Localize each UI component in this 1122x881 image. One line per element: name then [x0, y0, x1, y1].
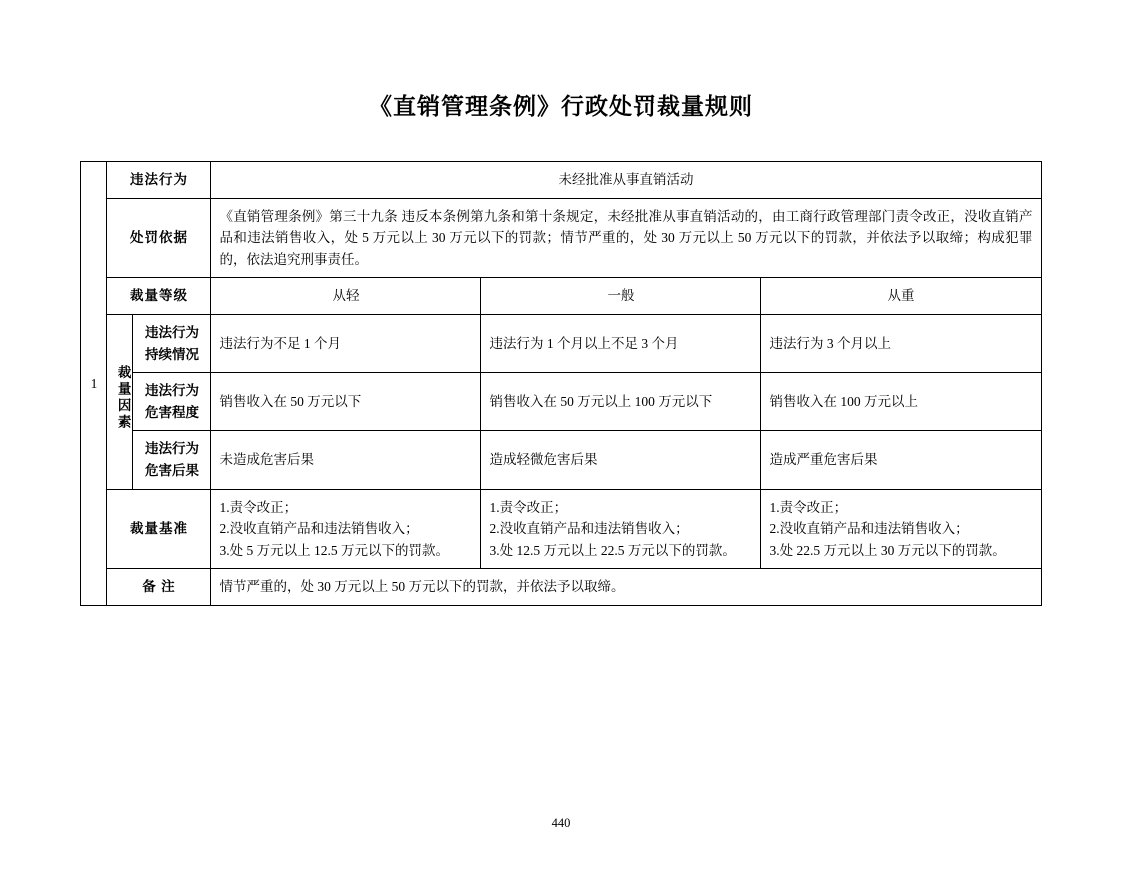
factor-value: 违法行为不足 1 个月 — [211, 314, 481, 372]
factor-value: 销售收入在 50 万元以上 100 万元以下 — [481, 373, 761, 431]
factor-value: 销售收入在 50 万元以下 — [211, 373, 481, 431]
standard-normal: 1.责令改正； 2.没收直销产品和违法销售收入； 3.处 12.5 万元以上 22.5 万元以下的罚款。 — [481, 489, 761, 569]
label-discretion-standard: 裁量基准 — [107, 489, 211, 569]
table-row — [81, 489, 1041, 569]
label-violation: 违法行为 — [107, 162, 211, 199]
factor-value: 违法行为 3 个月以上 — [761, 314, 1041, 372]
violation-text: 未经批准从事直销活动 — [211, 162, 1041, 199]
table-row — [81, 569, 1041, 606]
level-heavy: 从重 — [761, 278, 1041, 315]
page-number: 440 — [551, 816, 571, 830]
standard-light: 1.责令改正； 2.没收直销产品和违法销售收入； 3.处 5 万元以上 12.5 万元以下的罚款。 — [211, 489, 481, 569]
label-discretion-factors — [107, 314, 133, 489]
label-penalty-basis: 处罚依据 — [107, 198, 211, 278]
page-title: 《直销管理条例》行政处罚裁量规则 — [369, 94, 753, 119]
factor-name-line2: 持续情况 — [144, 346, 199, 362]
table-row — [81, 198, 1041, 278]
remark-text: 情节严重的，处 30 万元以上 50 万元以下的罚款，并依法予以取缔。 — [211, 569, 1041, 606]
table-row — [81, 278, 1041, 315]
standard-heavy: 1.责令改正； 2.没收直销产品和违法销售收入； 3.处 22.5 万元以上 30 万元以下的罚款。 — [761, 489, 1041, 569]
factor-value: 造成严重危害后果 — [761, 431, 1041, 489]
factor-value: 违法行为 1 个月以上不足 3 个月 — [481, 314, 761, 372]
discretion-rules-table — [80, 161, 1041, 606]
factor-name-line1: 违法行为 — [144, 324, 199, 340]
factor-name-duration — [133, 314, 211, 372]
label-discretion-level: 裁量等级 — [107, 278, 211, 315]
factor-name-line1: 违法行为 — [144, 383, 199, 399]
factor-value: 未造成危害后果 — [211, 431, 481, 489]
level-light: 从轻 — [211, 278, 481, 315]
level-normal: 一般 — [481, 278, 761, 315]
table-row — [81, 314, 1041, 372]
factor-value: 造成轻微危害后果 — [481, 431, 761, 489]
factor-name-line1: 违法行为 — [144, 441, 199, 457]
document-page — [0, 88, 1122, 881]
factor-name-degree — [133, 373, 211, 431]
label-remark: 备 注 — [107, 569, 211, 606]
factor-name-consequence — [133, 431, 211, 489]
factor-name-line2: 危害程度 — [144, 404, 199, 420]
factor-value: 销售收入在 100 万元以上 — [761, 373, 1041, 431]
table-row — [81, 162, 1041, 199]
row-index: 1 — [81, 162, 107, 606]
table-row — [81, 373, 1041, 431]
penalty-basis-text: 《直销管理条例》第三十九条 违反本条例第九条和第十条规定，未经批准从事直销活动的，由工商行政管理部门责令改正，没收直销产品和违法销售收入，处 5 万元以上 30 万元以下的罚款；情节严重的，处 30 万元以上 50 万元以下的罚款，并依法予以取缔；构成犯罪的，依法追究刑事责任。 — [211, 198, 1041, 278]
table-row — [81, 431, 1041, 489]
discretion-factors-text: 裁量因素 — [115, 365, 131, 432]
factor-name-line2: 危害后果 — [144, 462, 199, 478]
